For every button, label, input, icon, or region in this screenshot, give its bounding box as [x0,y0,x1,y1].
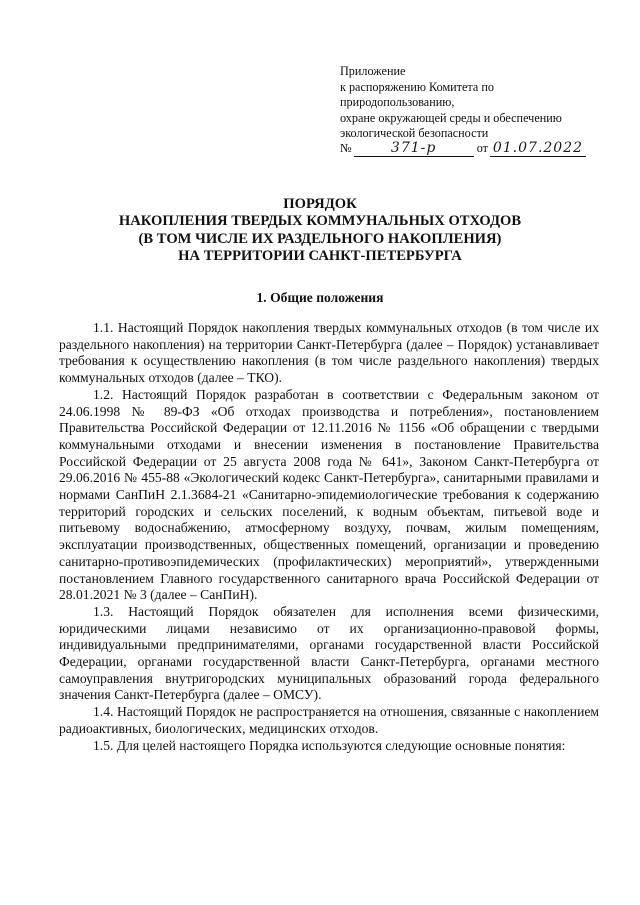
handwritten-date: 01.07.2022 [490,140,586,157]
appendix-line: природопользованию, [340,95,455,110]
title-line: ПОРЯДОК [283,196,357,212]
appendix-line: охране окружающей среды и обеспечению [340,110,562,125]
paragraph: 1.3. Настоящий Порядок обязателен для исполнения всеми физическими, юридическими лицами независимо от их организационно-правовой формы, индивидуальными предпринимателями, органами государственной власти Российской Федерации, органами государственной власти Санкт-Петербурга, органами местного самоуправления внутригородских муниципальных образований города федерального значения Санкт-Петербурга (далее – ОМСУ). [59,603,599,703]
number-prefix: № [340,141,352,155]
title-line: НА ТЕРРИТОРИИ САНКТ-ПЕТЕРБУРГА [178,248,462,265]
document-title [0,196,640,266]
appendix-block [340,64,620,142]
document-body [59,320,599,754]
title-line: (В ТОМ ЧИСЛЕ ИХ РАЗДЕЛЬНОГО НАКОПЛЕНИЯ) [138,230,502,247]
date-prefix: от [476,141,488,155]
title-line: НАКОПЛЕНИЯ ТВЕРДЫХ КОММУНАЛЬНЫХ ОТХОДОВ [118,213,522,230]
appendix-line: Приложение [340,64,406,78]
appendix-line: к распоряжению Комитета по [340,79,494,94]
paragraph: 1.4. Настоящий Порядок не распространяется на отношения, связанные с накоплением радиоактивных, биологических, медицинских отходов. [59,704,599,736]
section-heading: 1. Общие положения [256,290,384,305]
handwritten-number: 371-р [354,140,474,157]
paragraph: 1.1. Настоящий Порядок накопления твердых коммунальных отходов (в том числе их раздельного накопления) на территории Санкт-Петербурга (далее – Порядок) устанавливает требования к осуществлению накопления (в том числе раздельного накопления) твердых коммунальных отходов (далее – ТКО). [59,320,599,386]
paragraph: 1.2. Настоящий Порядок разработан в соответствии с Федеральным законом от 24.06.1998 № 89-ФЗ «Об отходах производства и потребления», постановлением Правительства Российской Федерации от 12.11.2016 № 1156 «Об обращении с твердыми коммунальными отходами и внесении изменения в постановление Правительства Российской Федерации от 25 августа 2008 года № 641», Законом Санкт-Петербурга от 29.06.2016 № 455-88 «Экологический кодекс Санкт-Петербурга», санитарными правилами и нормами СанПиН 2.1.3684-21 «Санитарно-эпидемиологические требования к содержанию территорий городских и сельских поселений, к водным объектам, питьевой воде и питьевому водоснабжению, атмосферному воздуху, почвам, жилым помещениям, эксплуатации производственных, общественных помещений, организации и проведению санитарно-противоэпидемических (профилактических) мероприятий», утвержденными постановлением Главного государственного санитарного врача Российской Федерации от 28.01.2021 № 3 (далее – СанПиН). [59,386,599,603]
registration-line [340,140,586,157]
appendix-line: экологической безопасности [340,126,489,141]
paragraph: 1.5. Для целей настоящего Порядка используются следующие основные понятия: [93,737,566,753]
